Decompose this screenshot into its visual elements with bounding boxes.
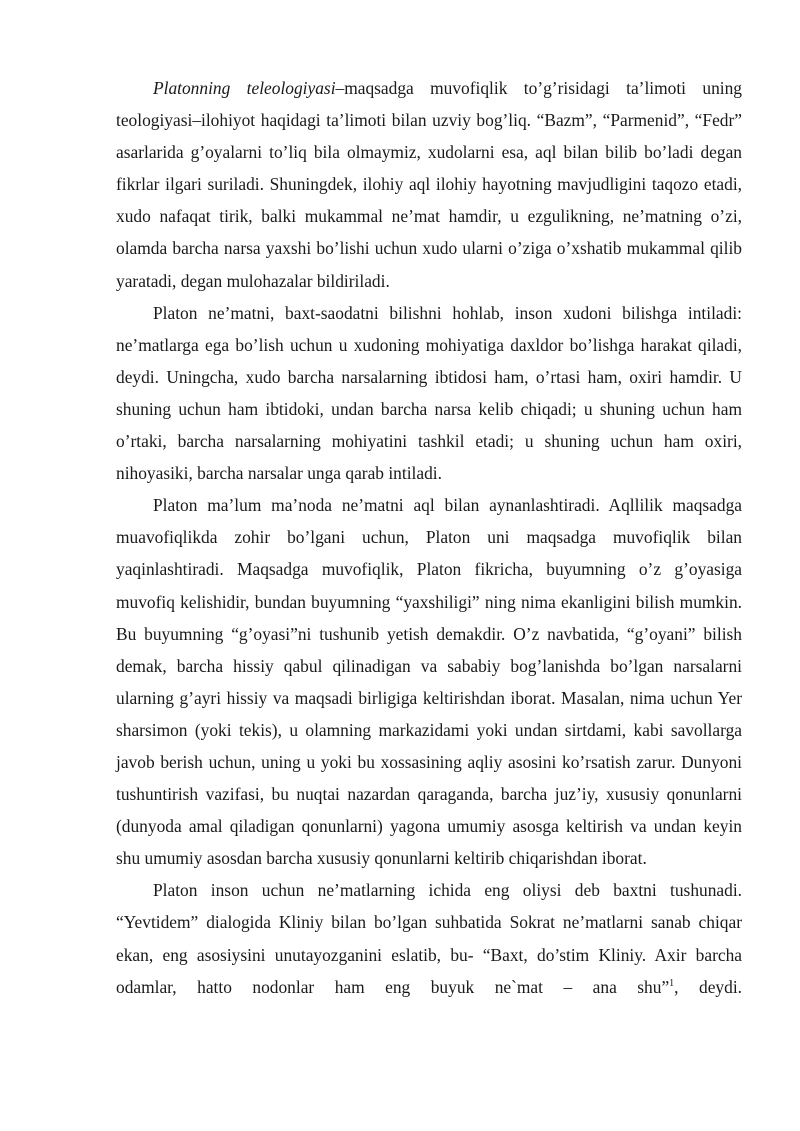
paragraph-text: Platon ma’lum ma’noda ne’matni aql bilan aynanlashtiradi. Aqllilik maqsadga muavofiqlikda zohir bo’lgani uchun, Platon uni maqsadga muvofiqlik bilan yaqinlashtiradi. Maqsadga muvofiqlik, Platon fikricha, buyumning o’z g’oyasiga muvofiq kelishidir, bundan buyumning “yaxshiligi” ning nima ekanligini bilish mumkin. Bu buyumning “g’oyasi”ni tushunib yetish demakdir. O’z navbatida, “g’oyani” bilish demak, barcha hissiy qabul qilinadigan va sababiy bog’lanishda bo’lgan narsalarni ularning g’ayri hissiy va maqsadi birligiga keltirishdan iborat. Masalan, nima uchun Yer sharsimon (yoki tekis), u olamning markazidami yoki undan sirtdami, kabi savollarga javob berish uchun, uning u yoki bu xossasining aqliy asosini ko’rsatish zarur. Dunyoni tushuntirish vazifasi, bu nuqtai nazardan qaraganda, barcha juz’iy, xususiy qonunlarni (dunyoda amal qiladigan qonunlarni) yagona umumiy asosga keltirish va undan keyin shu umumiy asosdan barcha xususiy qonunlarni keltirib chiqarishdan iborat. (116, 495, 742, 869)
paragraph-text: Platon ne’matni, baxt-saodatni bilishni hohlab, inson xudoni bilishga intiladi: ne’matlarga ega bo’lish uchun u xudoning mohiyatiga daxldor bo’lishga harakat qiladi, deydi. Uningcha, xudo barcha narsalarning ibtidosi ham, o’rtasi ham, oxiri hamdir. U shuning uchun ham ibtidoki, undan barcha narsa kelib chiqadi; u shuning uchun ham o’rtaki, barcha narsalarning mohiyatini tashkil etadi; u shuning uchun ham oxiri, nihoyasiki, barcha narsalar unga qarab intiladi. (116, 302, 742, 484)
paragraph-tail-text: , deydi. (674, 976, 742, 997)
paragraph-3 (116, 489, 742, 874)
footnote-reference[interactable]: 1 (669, 977, 675, 989)
paragraph-lead-italic: Platonning teleologiyasi (153, 78, 336, 98)
paragraph-text: Platon inson uchun ne’matlarning ichida eng oliysi deb baxtni tushunadi. “Yevtidem” dialogida Kliniy bilan bo’lgan suhbatida Sokrat ne’matlarni sanab chiqar ekan, eng asosiysini unutayozganini eslatib, bu- “Baxt, do’stim Kliniy. Axir barcha odamlar, hatto nodonlar ham eng buyuk ne`mat – ana shu” (116, 880, 742, 997)
paragraph-1 (116, 72, 742, 297)
paragraph-text: –maqsadga muvofiqlik to’g’risidagi ta’limoti uning teologiyasi–ilohiyot haqidagi ta’limoti bilan uzviy bog’liq. “Bazm”, “Parmenid”, “Fedr” asarlarida g’oyalarni to’liq bila olmaymiz, xudolarni esa, aql bilan bilib bo’ladi degan fikrlar ilgari suriladi. Shuningdek, ilohiy aql ilohiy hayotning mavjudligini taqozo etadi, xudo nafaqat tirik, balki mukammal ne’mat hamdir, u ezgulikning, ne’matning o’zi, olamda barcha narsa yaxshi bo’lishi uchun xudo ularni o’ziga o’xshatib mukammal qilib yaratadi, degan mulohazalar bildiriladi. (116, 78, 742, 291)
document-body (116, 72, 742, 1003)
paragraph-4 (116, 874, 742, 1002)
paragraph-2 (116, 297, 742, 490)
